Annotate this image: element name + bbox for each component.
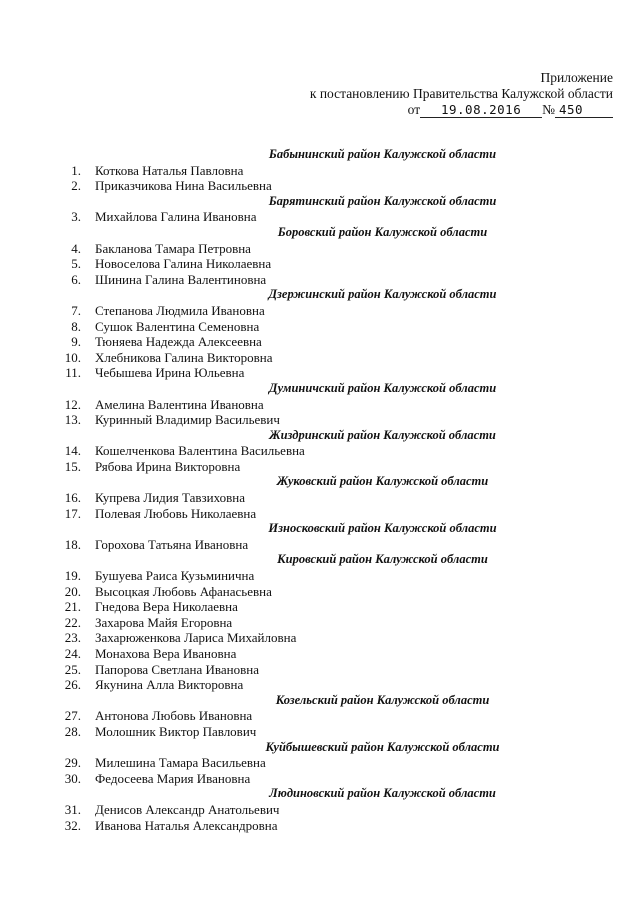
district-heading: Жиздринский район Калужской области bbox=[269, 427, 496, 442]
person-name: Молошник Виктор Павлович bbox=[95, 723, 257, 739]
list-item bbox=[55, 397, 600, 413]
person-name: Федосеева Мария Ивановна bbox=[95, 770, 251, 786]
list-item bbox=[55, 708, 600, 724]
list-item bbox=[55, 319, 600, 335]
list-item bbox=[55, 256, 600, 272]
list-item bbox=[55, 802, 600, 818]
list-item bbox=[55, 490, 600, 506]
district-heading: Боровский район Калужской области bbox=[277, 224, 488, 239]
list-item bbox=[55, 646, 600, 662]
item-number: 21. bbox=[64, 599, 81, 615]
district-heading: Барятинский район Калужской области bbox=[268, 193, 497, 208]
list-item bbox=[55, 818, 600, 834]
resolution-date: 19.08.2016 bbox=[420, 103, 542, 118]
item-number: 20. bbox=[64, 583, 81, 599]
person-name: Бушуева Раиса Кузьминична bbox=[95, 568, 255, 584]
list-item bbox=[55, 755, 600, 771]
item-number: 15. bbox=[64, 458, 81, 474]
person-name: Тюняева Надежда Алексеевна bbox=[95, 334, 262, 350]
from-label: от bbox=[407, 102, 421, 117]
resolution-number: 450 bbox=[555, 103, 613, 118]
item-number: 32. bbox=[64, 817, 81, 833]
list-item bbox=[55, 615, 600, 631]
person-name: Амелина Валентина Ивановна bbox=[95, 396, 264, 412]
list-item bbox=[55, 599, 600, 615]
list-item bbox=[55, 506, 600, 522]
item-number: 11. bbox=[65, 365, 81, 381]
list-item bbox=[55, 537, 600, 553]
item-number: 2. bbox=[71, 178, 81, 194]
district-heading: Бабынинский район Калужской области bbox=[268, 147, 497, 161]
person-name: Приказчикова Нина Васильевна bbox=[95, 178, 272, 194]
person-name: Полевая Любовь Николаевна bbox=[95, 505, 257, 521]
district-heading: Козельский район Калужской области bbox=[275, 692, 490, 707]
list-item bbox=[55, 459, 600, 475]
person-name: Якунина Алла Викторовна bbox=[95, 677, 244, 693]
item-number: 1. bbox=[71, 162, 81, 178]
person-name: Монахова Вера Ивановна bbox=[95, 646, 237, 661]
item-number: 6. bbox=[71, 271, 81, 287]
person-name: Папорова Светлана Ивановна bbox=[95, 661, 259, 677]
item-number: 29. bbox=[64, 755, 81, 771]
person-name: Захарова Майя Егоровна bbox=[95, 614, 233, 630]
item-number: 4. bbox=[71, 240, 81, 256]
person-name: Высоцкая Любовь Афанасьевна bbox=[95, 583, 272, 599]
item-number: 24. bbox=[64, 646, 81, 661]
item-number: 13. bbox=[64, 412, 81, 428]
item-number: 7. bbox=[71, 302, 81, 318]
item-number: 18. bbox=[64, 536, 81, 552]
list-item bbox=[55, 365, 600, 381]
person-name: Кошелченкова Валентина Васильевна bbox=[95, 443, 305, 459]
item-number: 16. bbox=[64, 490, 81, 506]
district-heading: Жуковский район Калужской области bbox=[276, 474, 489, 489]
item-number: 8. bbox=[71, 318, 81, 334]
appendix-subtitle: к постановлению Правительства Калужской области bbox=[309, 86, 613, 101]
item-number: 10. bbox=[64, 349, 81, 365]
item-number: 17. bbox=[64, 505, 81, 521]
item-number: 23. bbox=[64, 630, 81, 646]
person-name: Шинина Галина Валентиновна bbox=[95, 271, 267, 287]
person-name: Купрева Лидия Тавзиховна bbox=[95, 490, 245, 506]
person-name: Денисов Александр Анатольевич bbox=[95, 801, 280, 817]
person-name: Рябова Ирина Викторовна bbox=[95, 458, 241, 474]
person-name: Иванова Наталья Александровна bbox=[95, 817, 278, 833]
person-name: Сушок Валентина Семеновна bbox=[95, 318, 260, 334]
number-label: № bbox=[542, 102, 555, 117]
district-heading: Износковский район Калужской области bbox=[268, 521, 497, 536]
person-name: Михайлова Галина Ивановна bbox=[95, 209, 257, 225]
item-number: 14. bbox=[64, 443, 81, 459]
item-number: 5. bbox=[71, 256, 81, 272]
list-item bbox=[55, 163, 600, 179]
appendix-title: Приложение bbox=[540, 70, 613, 85]
item-number: 25. bbox=[64, 661, 81, 677]
district-heading: Куйбышевский район Калужской области bbox=[265, 739, 500, 754]
district-heading: Думиничский район Калужской области bbox=[268, 380, 497, 395]
item-number: 3. bbox=[71, 209, 81, 225]
list-item bbox=[55, 630, 600, 646]
item-number: 19. bbox=[64, 568, 81, 584]
item-number: 12. bbox=[64, 396, 81, 412]
person-name: Захарюженкова Лариса Михайловна bbox=[95, 630, 297, 646]
person-name: Бакланова Тамара Петровна bbox=[95, 240, 251, 256]
district-heading: Людиновский район Калужской области bbox=[269, 786, 496, 801]
document-header bbox=[213, 70, 613, 118]
person-name: Гнедова Вера Николаевна bbox=[95, 599, 238, 615]
list-item bbox=[55, 568, 600, 584]
item-number: 26. bbox=[64, 677, 81, 693]
item-number: 27. bbox=[64, 708, 81, 724]
item-number: 31. bbox=[64, 801, 81, 817]
nominee-list bbox=[55, 147, 600, 833]
person-name: Чебышева Ирина Юльевна bbox=[95, 365, 245, 381]
list-item bbox=[55, 662, 600, 678]
list-item bbox=[55, 412, 600, 428]
person-name: Милешина Тамара Васильевна bbox=[95, 755, 266, 771]
list-item bbox=[55, 724, 600, 740]
person-name: Степанова Людмила Ивановна bbox=[95, 302, 265, 318]
list-item bbox=[55, 334, 600, 350]
list-item bbox=[55, 178, 600, 194]
list-item bbox=[55, 771, 600, 787]
list-item bbox=[55, 350, 600, 366]
list-item bbox=[55, 209, 600, 225]
list-item bbox=[55, 272, 600, 288]
item-number: 22. bbox=[64, 614, 81, 630]
resolution-reference bbox=[213, 102, 613, 118]
list-item bbox=[55, 677, 600, 693]
list-item bbox=[55, 303, 600, 319]
list-item bbox=[55, 584, 600, 600]
list-item bbox=[55, 241, 600, 257]
item-number: 28. bbox=[64, 723, 81, 739]
list-item bbox=[55, 443, 600, 459]
person-name: Горохова Татьяна Ивановна bbox=[95, 536, 249, 552]
person-name: Куринный Владимир Васильевич bbox=[95, 412, 280, 428]
person-name: Антонова Любовь Ивановна bbox=[95, 708, 253, 724]
item-number: 30. bbox=[64, 770, 81, 786]
district-heading: Дзержинский район Калужской области bbox=[268, 287, 497, 302]
person-name: Коткова Наталья Павловна bbox=[95, 162, 244, 178]
person-name: Хлебникова Галина Викторовна bbox=[95, 349, 273, 365]
item-number: 9. bbox=[71, 334, 81, 350]
person-name: Новоселова Галина Николаевна bbox=[95, 256, 272, 272]
district-heading: Кировский район Калужской области bbox=[277, 552, 488, 567]
